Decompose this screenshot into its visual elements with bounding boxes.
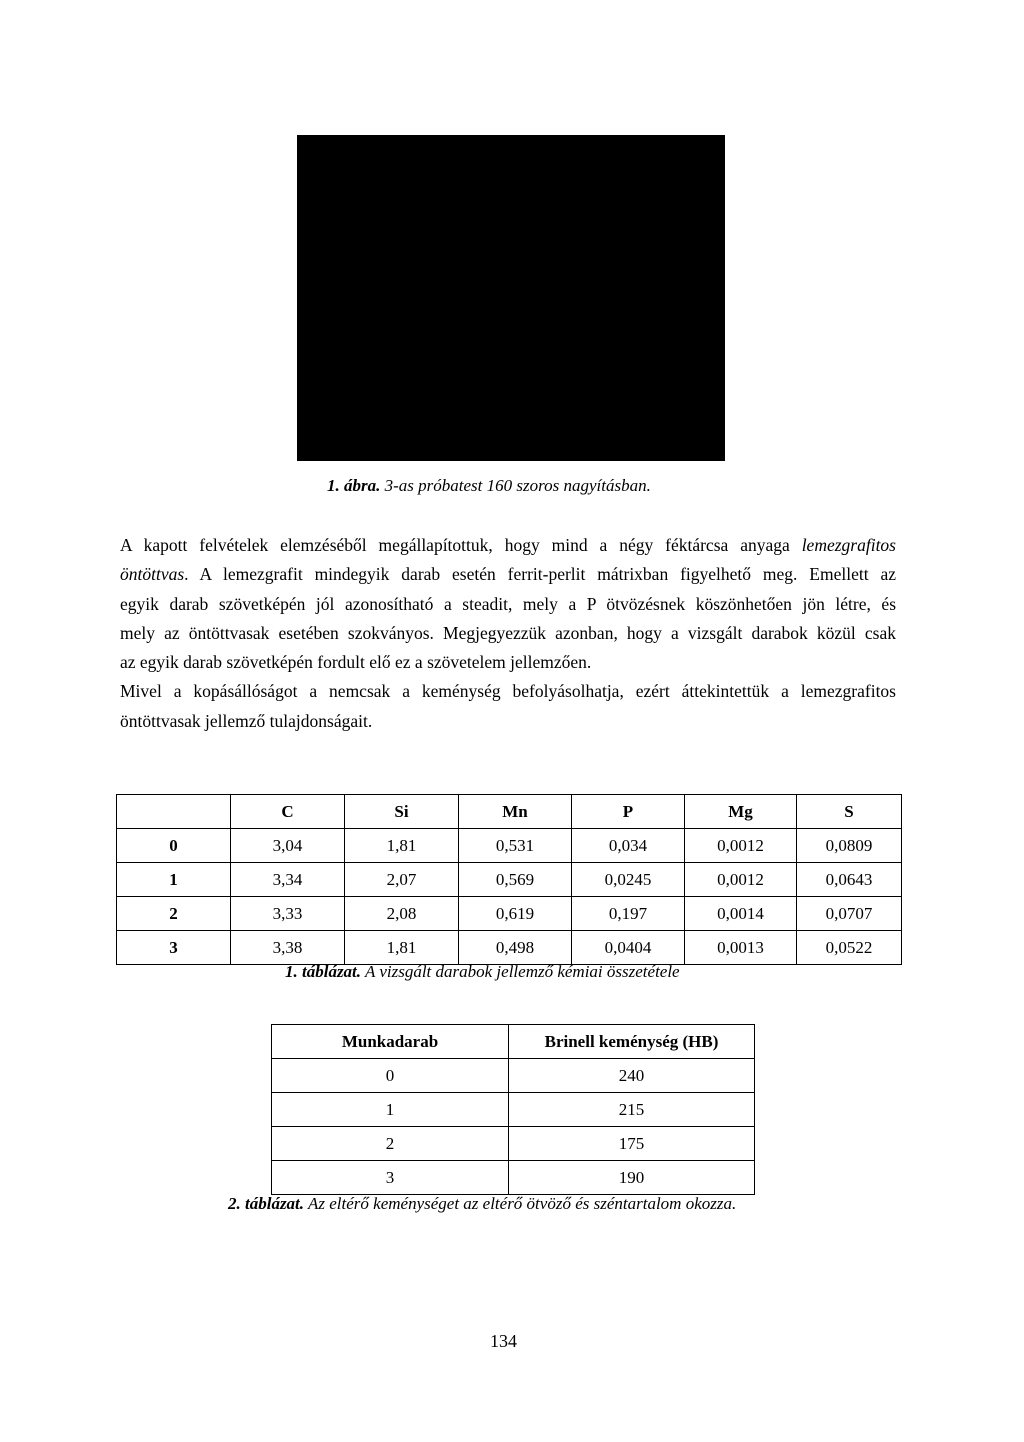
table-cell: 0,498	[459, 931, 572, 965]
chemical-composition-table	[116, 794, 902, 965]
table-cell: 0	[272, 1059, 509, 1093]
table-row	[272, 1093, 755, 1127]
header-cell: Brinell keménység (HB)	[509, 1025, 755, 1059]
table2-caption-label: 2. táblázat.	[228, 1194, 305, 1213]
paragraph-line: egyik darab szövetképén jól azonosítható a steadit, mely a P ötvözésnek köszönhetően jön létre, és	[120, 593, 896, 614]
paragraph-line: az egyik darab szövetképén fordult elő ez a szövetelem jellemzően.	[120, 652, 592, 673]
table-cell: 240	[509, 1059, 755, 1093]
figure-caption	[327, 476, 651, 496]
paragraph-2	[120, 677, 896, 736]
table-cell: 0,0707	[797, 897, 902, 931]
table-cell: 2,07	[345, 863, 459, 897]
table1-caption	[285, 962, 680, 982]
paragraph-1	[120, 531, 896, 677]
table-cell: 0,0013	[685, 931, 797, 965]
header-cell: Munkadarab	[272, 1025, 509, 1059]
table-cell: 0,619	[459, 897, 572, 931]
table-cell: 0,197	[572, 897, 685, 931]
row-label: 2	[117, 897, 231, 931]
table-cell: 3,38	[231, 931, 345, 965]
table-header-row	[272, 1025, 755, 1059]
header-cell: P	[572, 795, 685, 829]
row-label: 3	[117, 931, 231, 965]
table-row	[272, 1127, 755, 1161]
table-cell: 3,34	[231, 863, 345, 897]
table-cell: 2	[272, 1127, 509, 1161]
table-cell: 0,0245	[572, 863, 685, 897]
table-cell: 0,0404	[572, 931, 685, 965]
table-cell: 0,0014	[685, 897, 797, 931]
table-cell: 1	[272, 1093, 509, 1127]
table-row	[117, 863, 902, 897]
table-cell: 175	[509, 1127, 755, 1161]
table-cell: 0,034	[572, 829, 685, 863]
table1-caption-text: A vizsgált darabok jellemző kémiai összetétele	[365, 962, 680, 981]
table-cell: 190	[509, 1161, 755, 1195]
paragraph-line: mely az öntöttvasak esetében szokványos. Megjegyezzük azonban, hogy a vizsgált darabok közül csak	[120, 622, 896, 643]
figure-caption-label: 1. ábra.	[327, 476, 381, 495]
header-cell: S	[797, 795, 902, 829]
paragraph-line: öntöttvasak jellemző tulajdonságait.	[120, 710, 373, 731]
table2-caption	[228, 1194, 736, 1214]
italic-term: lemezgrafitos	[801, 535, 896, 555]
table-row	[117, 931, 902, 965]
header-cell: Si	[345, 795, 459, 829]
table-cell: 3,04	[231, 829, 345, 863]
paragraph-line: öntöttvas. A lemezgrafit mindegyik darab esetén ferrit-perlit mátrixban figyelhető meg. Emellett az	[120, 564, 896, 585]
row-label: 1	[117, 863, 231, 897]
micrograph-image	[297, 135, 725, 461]
italic-term: öntöttvas	[120, 564, 185, 585]
figure-caption-text: 3-as próbatest 160 szoros nagyításban.	[384, 476, 651, 495]
hardness-table	[271, 1024, 755, 1195]
table-row	[117, 897, 902, 931]
table-cell: 0,0643	[797, 863, 902, 897]
table-cell: 3	[272, 1161, 509, 1195]
table2-caption-text: Az eltérő keménységet az eltérő ötvöző és széntartalom okozza.	[308, 1194, 737, 1213]
header-cell	[117, 795, 231, 829]
table-cell: 0,0012	[685, 829, 797, 863]
table-row	[272, 1161, 755, 1195]
table-cell: 0,531	[459, 829, 572, 863]
paragraph-line: Mivel a kopásállóságot a nemcsak a keménység befolyásolhatja, ezért áttekintettük a lemezgrafitos	[120, 681, 896, 702]
table-cell: 3,33	[231, 897, 345, 931]
header-cell: C	[231, 795, 345, 829]
header-cell: Mn	[459, 795, 572, 829]
table1-caption-label: 1. táblázat.	[285, 962, 362, 981]
table-cell: 1,81	[345, 931, 459, 965]
table-cell: 0,0522	[797, 931, 902, 965]
table-cell: 0,0809	[797, 829, 902, 863]
body-text	[120, 531, 896, 736]
table-row	[117, 829, 902, 863]
paragraph-line: A kapott felvételek elemzéséből megállapítottuk, hogy mind a négy féktárcsa anyaga lemezgrafitos	[120, 535, 896, 555]
table-cell: 215	[509, 1093, 755, 1127]
table-cell: 1,81	[345, 829, 459, 863]
header-cell: Mg	[685, 795, 797, 829]
table-header-row	[117, 795, 902, 829]
table-cell: 0,569	[459, 863, 572, 897]
table-cell: 2,08	[345, 897, 459, 931]
page-number: 134	[490, 1331, 517, 1351]
row-label: 0	[117, 829, 231, 863]
table-cell: 0,0012	[685, 863, 797, 897]
table-row	[272, 1059, 755, 1093]
